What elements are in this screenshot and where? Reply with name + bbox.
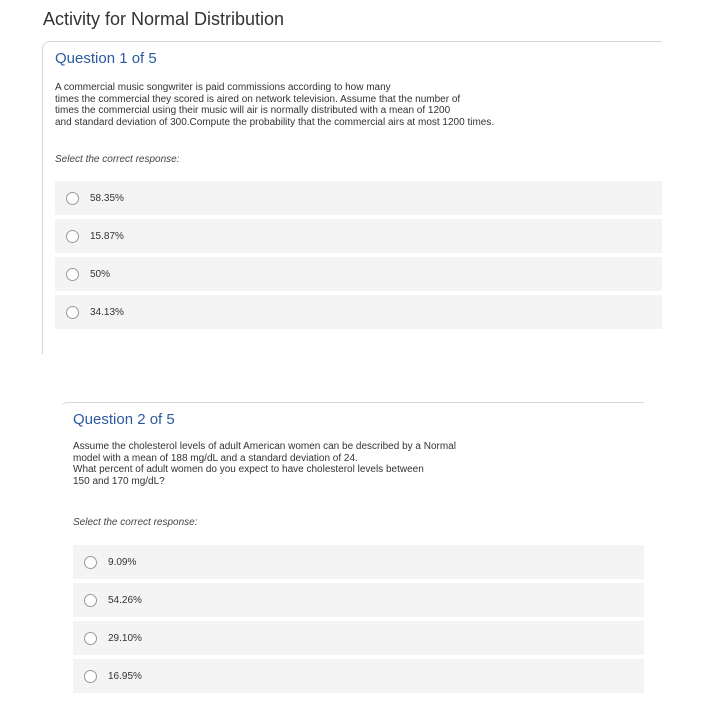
answer-option[interactable] (55, 181, 662, 215)
answer-options (55, 181, 662, 333)
answer-option[interactable] (55, 257, 662, 291)
question-2-card (60, 402, 644, 702)
answer-option[interactable] (73, 659, 644, 693)
answer-option[interactable] (73, 583, 644, 617)
answer-option[interactable] (73, 545, 644, 579)
question-text: A commercial music songwriter is paid commissions according to how many times the commercial they scored is aired on network television. Assume that the number of times the commercial using their music will air is normally distributed with a mean of 1200 and standard deviation of 300.Compute the probability that the commercial airs at most 1200 times. (55, 82, 495, 128)
answer-option-label: 34.13% (90, 306, 124, 318)
question-text: Assume the cholesterol levels of adult American women can be described by a Normal model with a mean of 188 mg/dL and a standard deviation of 24. What percent of adult women do you expect to have cholesterol levels between 150 and 170 mg/dL? (73, 441, 456, 487)
radio-button[interactable] (84, 594, 97, 607)
answer-option[interactable] (55, 219, 662, 253)
question-header: Question 1 of 5 (55, 50, 157, 67)
page-title: Activity for Normal Distribution (43, 9, 285, 29)
radio-button[interactable] (66, 230, 79, 243)
answer-option-label: 50% (90, 268, 111, 280)
answer-options (73, 545, 644, 697)
radio-button[interactable] (66, 192, 79, 205)
radio-button[interactable] (66, 268, 79, 281)
answer-option-label: 15.87% (90, 230, 124, 242)
answer-option-label: 29.10% (108, 632, 142, 644)
answer-option[interactable] (73, 621, 644, 655)
radio-button[interactable] (84, 556, 97, 569)
question-header: Question 2 of 5 (73, 411, 175, 428)
question-instruction: Select the correct response: (73, 517, 198, 528)
answer-option-label: 9.09% (108, 556, 137, 568)
answer-option-label: 16.95% (108, 670, 142, 682)
radio-button[interactable] (84, 670, 97, 683)
question-1-card (42, 41, 662, 354)
answer-option[interactable] (55, 295, 662, 329)
radio-button[interactable] (66, 306, 79, 319)
question-instruction: Select the correct response: (55, 154, 180, 165)
answer-option-label: 54.26% (108, 594, 142, 606)
radio-button[interactable] (84, 632, 97, 645)
answer-option-label: 58.35% (90, 192, 124, 204)
